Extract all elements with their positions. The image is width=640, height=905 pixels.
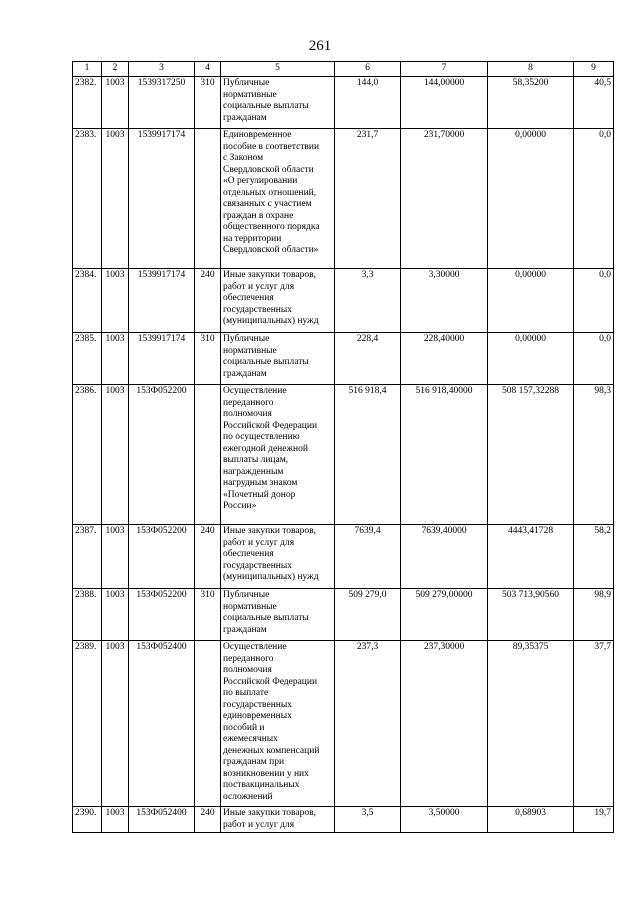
target-article-code-cell: 153Ф052400 bbox=[129, 807, 195, 833]
executed-amount-cell: 508 157,32288 bbox=[488, 385, 574, 525]
executed-amount-cell: 4443,41728 bbox=[488, 525, 574, 589]
expense-type-code-cell: 240 bbox=[195, 269, 221, 333]
executed-amount-cell: 0,00000 bbox=[488, 333, 574, 385]
table-row bbox=[73, 77, 614, 129]
approved-amount-cell: 144,00000 bbox=[401, 77, 488, 129]
execution-percent-cell: 0,0 bbox=[574, 129, 614, 269]
planned-amount-cell: 509 279,0 bbox=[335, 589, 401, 641]
execution-percent-cell: 98,3 bbox=[574, 385, 614, 525]
planned-amount-cell: 3,3 bbox=[335, 269, 401, 333]
target-article-code-cell: 153Ф052200 bbox=[129, 525, 195, 589]
expense-type-code-cell bbox=[195, 129, 221, 269]
table-row bbox=[73, 385, 614, 525]
row-number-cell: 2385. bbox=[73, 333, 102, 385]
approved-amount-cell: 7639,40000 bbox=[401, 525, 488, 589]
table-row bbox=[73, 807, 614, 833]
target-article-code-cell: 1539917174 bbox=[129, 333, 195, 385]
expense-type-code-cell: 310 bbox=[195, 333, 221, 385]
row-number-cell: 2384. bbox=[73, 269, 102, 333]
row-number-cell: 2387. bbox=[73, 525, 102, 589]
header-cell-8: 8 bbox=[488, 62, 574, 77]
header-cell-4: 4 bbox=[195, 62, 221, 77]
target-article-code-cell: 153Ф052200 bbox=[129, 385, 195, 525]
planned-amount-cell: 228,4 bbox=[335, 333, 401, 385]
planned-amount-cell: 516 918,4 bbox=[335, 385, 401, 525]
planned-amount-cell: 7639,4 bbox=[335, 525, 401, 589]
planned-amount-cell: 3,5 bbox=[335, 807, 401, 833]
table-row bbox=[73, 589, 614, 641]
execution-percent-cell: 19,7 bbox=[574, 807, 614, 833]
table-row bbox=[73, 333, 614, 385]
execution-percent-cell: 37,7 bbox=[574, 641, 614, 807]
approved-amount-cell: 3,50000 bbox=[401, 807, 488, 833]
row-number-cell: 2383. bbox=[73, 129, 102, 269]
target-article-code-cell: 1539317250 bbox=[129, 77, 195, 129]
section-code-cell: 1003 bbox=[102, 129, 129, 269]
execution-percent-cell: 0,0 bbox=[574, 269, 614, 333]
row-number-cell: 2389. bbox=[73, 641, 102, 807]
table-row bbox=[73, 269, 614, 333]
row-number-cell: 2388. bbox=[73, 589, 102, 641]
executed-amount-cell: 58,35200 bbox=[488, 77, 574, 129]
table-row bbox=[73, 641, 614, 807]
expense-type-code-cell: 240 bbox=[195, 525, 221, 589]
approved-amount-cell: 516 918,40000 bbox=[401, 385, 488, 525]
header-cell-3: 3 bbox=[129, 62, 195, 77]
approved-amount-cell: 3,30000 bbox=[401, 269, 488, 333]
planned-amount-cell: 231,7 bbox=[335, 129, 401, 269]
item-name-cell: Осуществление переданного полномочия Российской Федерации по выплате государственных единовременных пособий и ежемесячных денежных компенсаций гражданам при возникновении у них поствакцинальных осложнений bbox=[221, 641, 335, 807]
expense-type-code-cell: 310 bbox=[195, 77, 221, 129]
execution-percent-cell: 58,2 bbox=[574, 525, 614, 589]
item-name-cell: Осуществление переданного полномочия Российской Федерации по осуществлению ежегодной денежной выплаты лицам, награжденным нагрудным знаком «Почетный донор России» bbox=[221, 385, 335, 525]
header-cell-2: 2 bbox=[102, 62, 129, 77]
expense-type-code-cell: 240 bbox=[195, 807, 221, 833]
row-number-cell: 2390. bbox=[73, 807, 102, 833]
executed-amount-cell: 0,00000 bbox=[488, 269, 574, 333]
executed-amount-cell: 0,68903 bbox=[488, 807, 574, 833]
section-code-cell: 1003 bbox=[102, 641, 129, 807]
approved-amount-cell: 237,30000 bbox=[401, 641, 488, 807]
section-code-cell: 1003 bbox=[102, 77, 129, 129]
target-article-code-cell: 153Ф052400 bbox=[129, 641, 195, 807]
section-code-cell: 1003 bbox=[102, 269, 129, 333]
approved-amount-cell: 509 279,00000 bbox=[401, 589, 488, 641]
budget-table bbox=[72, 61, 614, 833]
item-name-cell: Иные закупки товаров, работ и услуг для обеспечения государственных (муниципальных) нужд bbox=[221, 525, 335, 589]
planned-amount-cell: 144,0 bbox=[335, 77, 401, 129]
row-number-cell: 2382. bbox=[73, 77, 102, 129]
item-name-cell: Публичные нормативные социальные выплаты гражданам bbox=[221, 589, 335, 641]
row-number-cell: 2386. bbox=[73, 385, 102, 525]
expense-type-code-cell: 310 bbox=[195, 589, 221, 641]
approved-amount-cell: 231,70000 bbox=[401, 129, 488, 269]
header-cell-6: 6 bbox=[335, 62, 401, 77]
executed-amount-cell: 0,00000 bbox=[488, 129, 574, 269]
executed-amount-cell: 503 713,90560 bbox=[488, 589, 574, 641]
header-cell-9: 9 bbox=[574, 62, 614, 77]
header-cell-5: 5 bbox=[221, 62, 335, 77]
section-code-cell: 1003 bbox=[102, 385, 129, 525]
item-name-cell: Иные закупки товаров, работ и услуг для bbox=[221, 807, 335, 833]
approved-amount-cell: 228,40000 bbox=[401, 333, 488, 385]
execution-percent-cell: 40,5 bbox=[574, 77, 614, 129]
section-code-cell: 1003 bbox=[102, 333, 129, 385]
item-name-cell: Единовременное пособие в соответствии с Законом Свердловской области «О регулировании отдельных отношений, связанных с участием граждан в охране общественного порядка на территории Свердловской области» bbox=[221, 129, 335, 269]
target-article-code-cell: 1539917174 bbox=[129, 269, 195, 333]
item-name-cell: Иные закупки товаров, работ и услуг для обеспечения государственных (муниципальных) нужд bbox=[221, 269, 335, 333]
item-name-cell: Публичные нормативные социальные выплаты гражданам bbox=[221, 333, 335, 385]
page-number: 261 bbox=[308, 38, 332, 54]
planned-amount-cell: 237,3 bbox=[335, 641, 401, 807]
section-code-cell: 1003 bbox=[102, 525, 129, 589]
table-row bbox=[73, 129, 614, 269]
item-name-cell: Публичные нормативные социальные выплаты гражданам bbox=[221, 77, 335, 129]
section-code-cell: 1003 bbox=[102, 807, 129, 833]
expense-type-code-cell bbox=[195, 385, 221, 525]
section-code-cell: 1003 bbox=[102, 589, 129, 641]
header-cell-7: 7 bbox=[401, 62, 488, 77]
target-article-code-cell: 153Ф052200 bbox=[129, 589, 195, 641]
table-row bbox=[73, 525, 614, 589]
executed-amount-cell: 89,35375 bbox=[488, 641, 574, 807]
target-article-code-cell: 1539917174 bbox=[129, 129, 195, 269]
header-row bbox=[73, 62, 614, 77]
expense-type-code-cell bbox=[195, 641, 221, 807]
execution-percent-cell: 0,0 bbox=[574, 333, 614, 385]
header-cell-1: 1 bbox=[73, 62, 102, 77]
execution-percent-cell: 98,9 bbox=[574, 589, 614, 641]
